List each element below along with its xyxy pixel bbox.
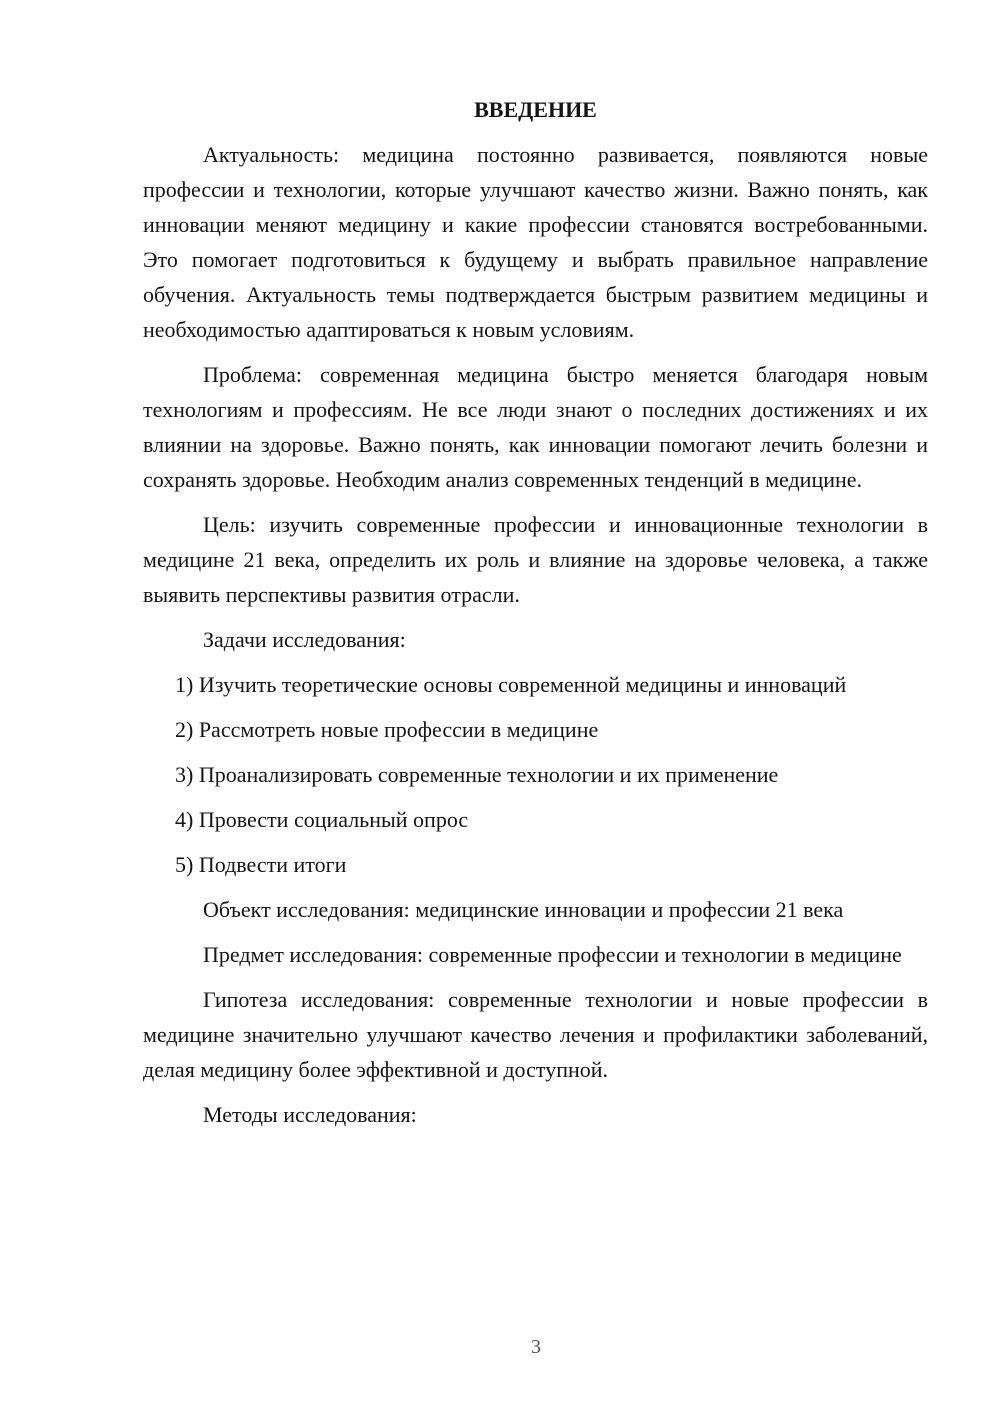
paragraph-goal: Цель: изучить современные профессии и инновационные технологии в медицине 21 века, определить их роль и влияние на здоровье человека, а также выявить перспективы развития отрасли. bbox=[143, 512, 928, 607]
tasks-list bbox=[143, 667, 928, 882]
paragraph-hypothesis: Гипотеза исследования: современные технологии и новые профессии в медицине значительно улучшают качество лечения и профилактики заболеваний, делая медицину более эффективной и доступной. bbox=[143, 987, 928, 1082]
list-item-task-4: 4) Провести социальный опрос bbox=[175, 807, 469, 832]
list-item-task-5: 5) Подвести итоги bbox=[175, 852, 347, 877]
page-number: 3 bbox=[531, 1336, 541, 1358]
paragraph-tasks-heading: Задачи исследования: bbox=[203, 627, 406, 652]
document-body bbox=[143, 92, 928, 1142]
paragraph-relevance: Актуальность: медицина постоянно развивается, появляются новые профессии и технологии, которые улучшают качество жизни. Важно понять, как инновации меняют медицину и какие профессии становятся востребованными. Это помогает подготовиться к будущему и выбрать правильное направление обучения. Актуальность темы подтверждается быстрым развитием медицины и необходимостью адаптироваться к новым условиям. bbox=[143, 142, 928, 342]
paragraph-problem: Проблема: современная медицина быстро меняется благодаря новым технологиям и профессиям. Не все люди знают о последних достижениях и их влиянии на здоровье. Важно понять, как инновации помогают лечить болезни и сохранять здоровье. Необходим анализ современных тенденций в медицине. bbox=[143, 362, 928, 492]
list-item-task-1: 1) Изучить теоретические основы современной медицины и инноваций bbox=[175, 672, 847, 697]
paragraph-object: Объект исследования: медицинские инновации и профессии 21 века bbox=[203, 897, 844, 922]
list-item-task-2: 2) Рассмотреть новые профессии в медицине bbox=[175, 717, 599, 742]
section-title: ВВЕДЕНИЕ bbox=[474, 97, 597, 122]
list-item-task-3: 3) Проанализировать современные технологии и их применение bbox=[175, 762, 779, 787]
paragraph-subject: Предмет исследования: современные профессии и технологии в медицине bbox=[203, 942, 902, 967]
paragraph-methods-heading: Методы исследования: bbox=[203, 1102, 417, 1127]
